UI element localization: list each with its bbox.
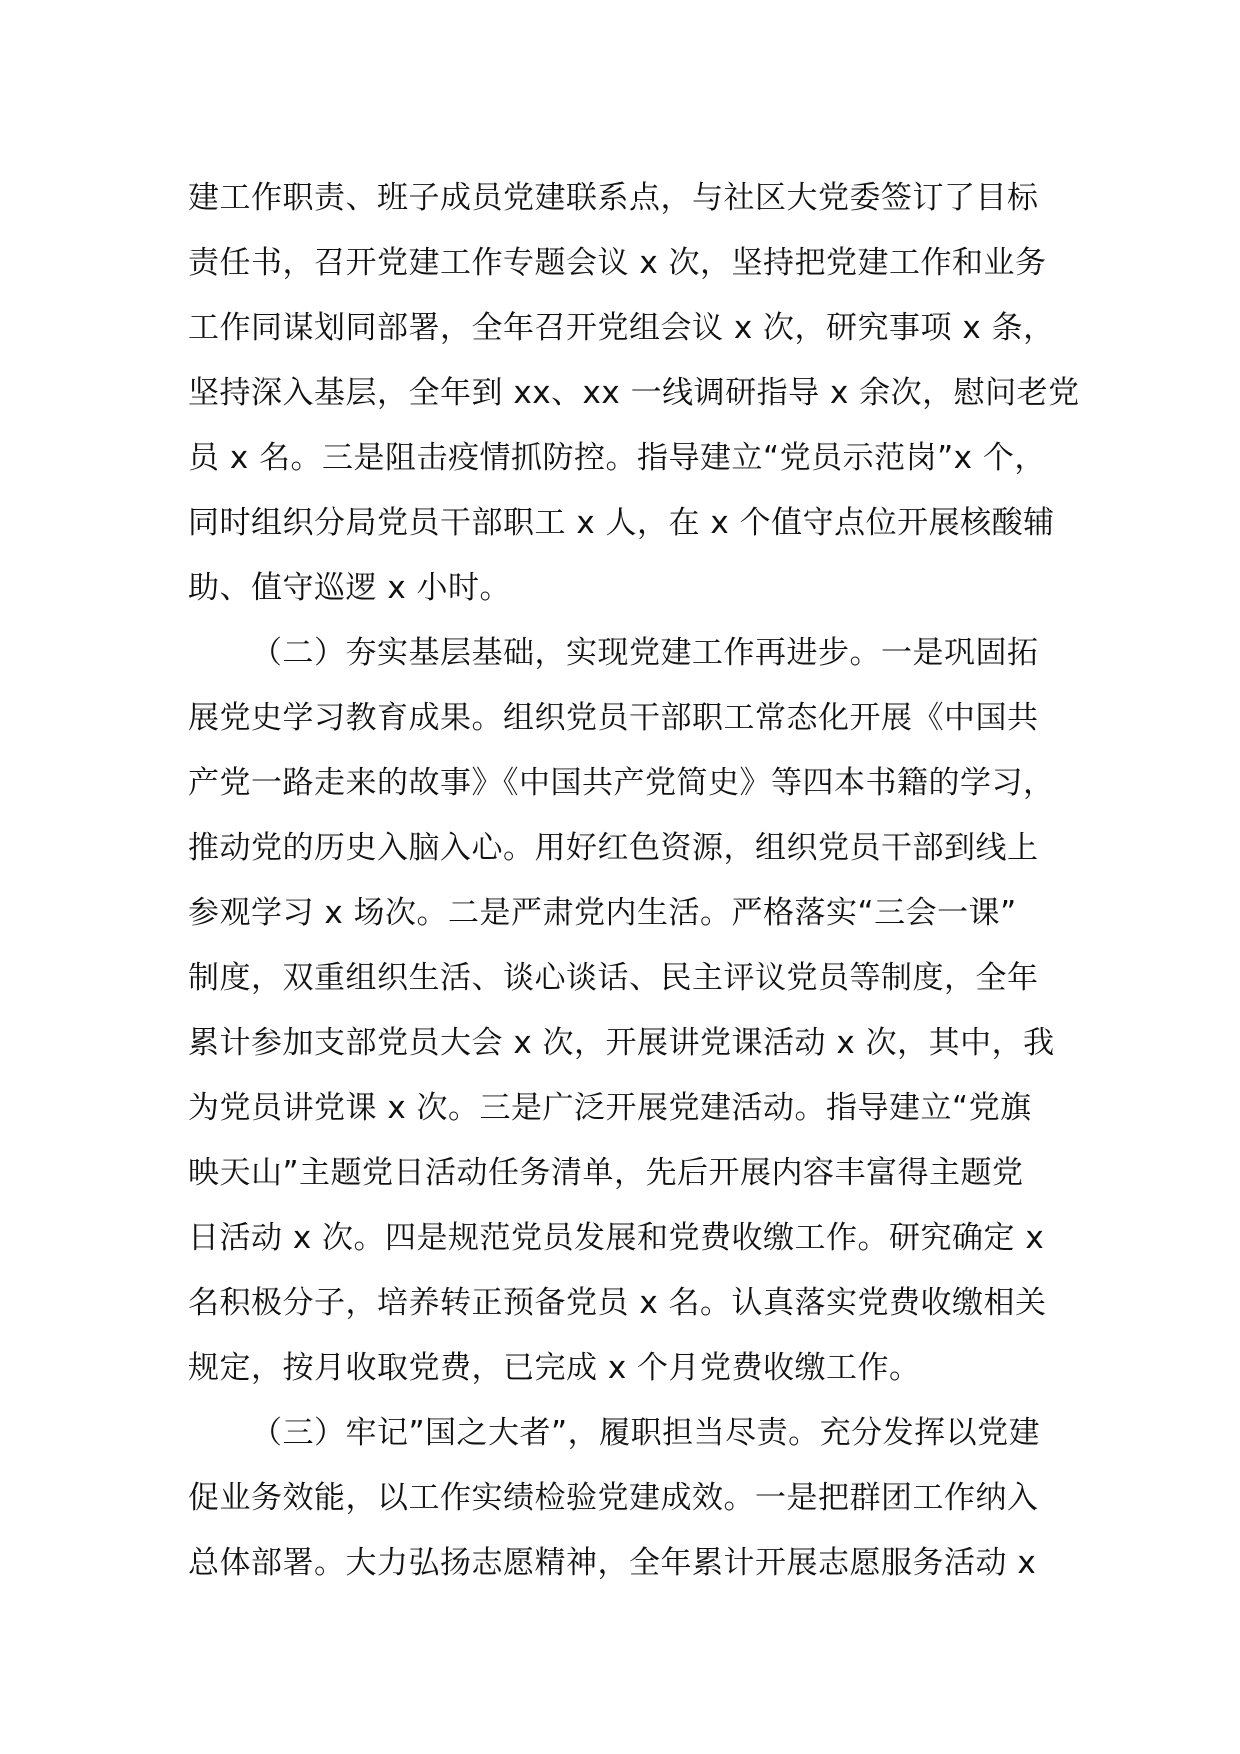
text-line: 员 x 名。三是阻击疫情抓防控。指导建立“党员示范岗”x 个， <box>188 440 1046 476</box>
section-heading-line: （三）牢记”国之大者”，履职担当尽责。充分发挥以党建 <box>251 1415 1041 1451</box>
text-line: 责任书，召开党建工作专题会议 x 次，坚持把党建工作和业务 <box>188 245 1047 281</box>
text-line: 推动党的历史入脑入心。用好红色资源，组织党员干部到线上 <box>188 830 1039 866</box>
text-line: 映天山”主题党日活动任务清单，先后开展内容丰富得主题党 <box>188 1155 1024 1191</box>
text-line: 助、值守巡逻 x 小时。 <box>188 570 512 606</box>
text-line: 产党一路走来的故事》《中国共产党简史》等四本书籍的学习， <box>188 765 1055 801</box>
text-line: 规定，按月收取党费，已完成 x 个月党费收缴工作。 <box>188 1350 921 1386</box>
text-line: 日活动 x 次。四是规范党员发展和党费收缴工作。研究确定 x <box>188 1220 1045 1256</box>
section-heading-line: （二）夯实基层基础，实现党建工作再进步。一是巩固拓 <box>251 635 1039 671</box>
text-line: 建工作职责、班子成员党建联系点，与社区大党委签订了目标 <box>188 180 1039 216</box>
text-line: 为党员讲党课 x 次。三是广泛开展党建活动。指导建立“党旗 <box>188 1090 1032 1126</box>
text-line: 参观学习 x 场次。二是严肃党内生活。严格落实“三会一课” <box>188 895 1017 931</box>
text-line: 总体部署。大力弘扬志愿精神，全年累计开展志愿服务活动 x <box>188 1545 1037 1581</box>
text-line: 展党史学习教育成果。组织党员干部职工常态化开展《中国共 <box>188 700 1039 736</box>
text-line: 累计参加支部党员大会 x 次，开展讲党课活动 x 次，其中，我 <box>188 1025 1055 1061</box>
text-line: 制度，双重组织生活、谈心谈话、民主评议党员等制度，全年 <box>188 960 1039 996</box>
text-line: 同时组织分局党员干部职工 x 人，在 x 个值守点位开展核酸辅 <box>188 505 1055 541</box>
text-line: 坚持深入基层，全年到 xx、xx 一线调研指导 x 余次，慰问老党 <box>188 375 1080 411</box>
text-line: 促业务效能，以工作实绩检验党建成效。一是把群团工作纳入 <box>188 1480 1039 1516</box>
document-body <box>188 166 1080 1596</box>
text-line: 名积极分子，培养转正预备党员 x 名。认真落实党费收缴相关 <box>188 1285 1047 1321</box>
text-line: 工作同谋划同部署，全年召开党组会议 x 次，研究事项 x 条， <box>188 310 1055 346</box>
